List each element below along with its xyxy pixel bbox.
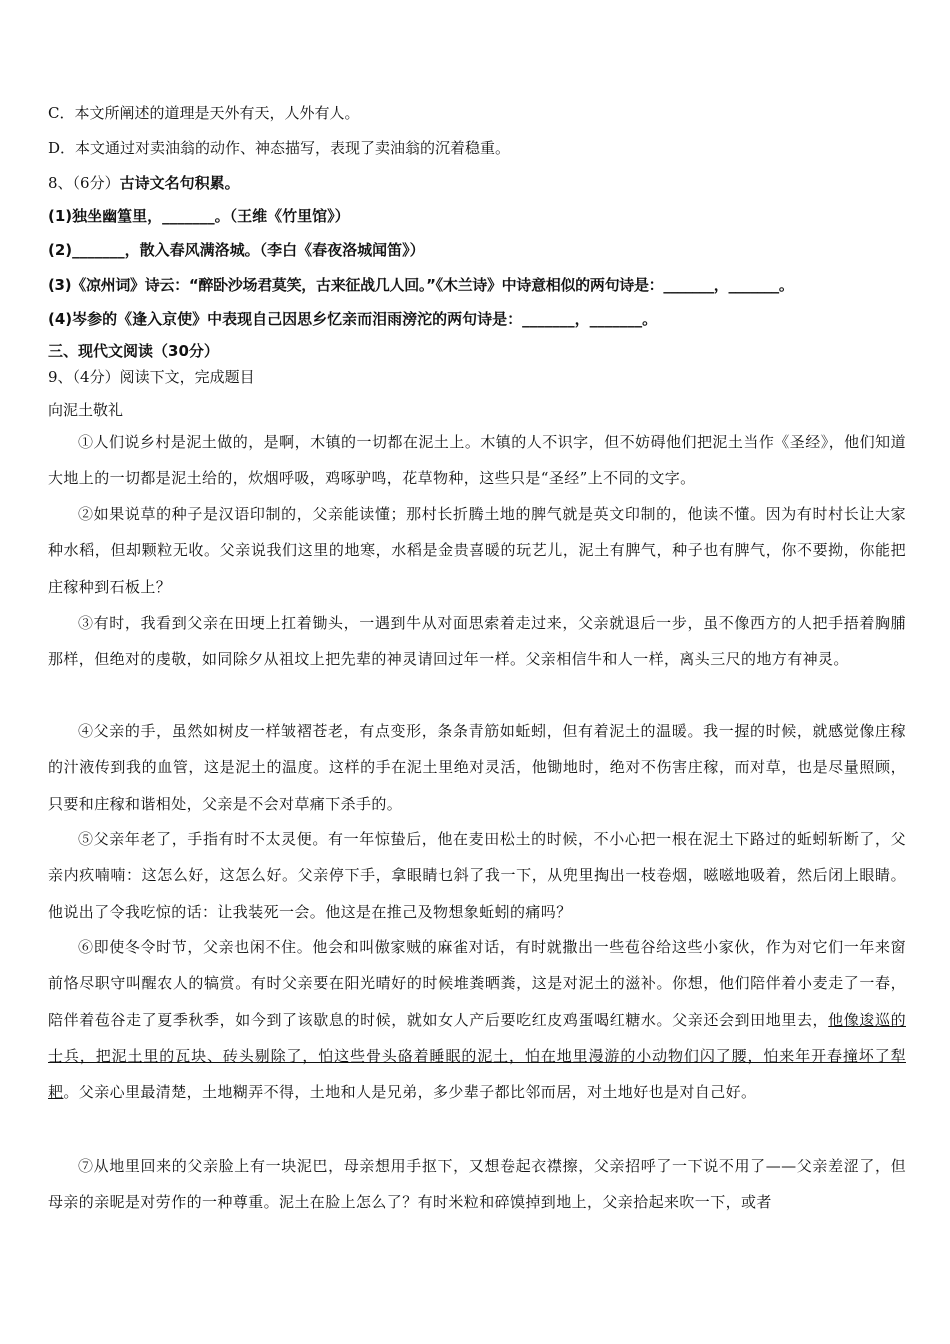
- paragraph-1: ①人们说乡村是泥土做的，是啊，木镇的一切都在泥土上。木镇的人不识字，但不妨碍他们把泥土当作《圣经》，他们知道大地上的一切都是泥土给的，炊烟呼吸，鸡啄驴鸣，花草物种，这些只是“圣经”上不同的文字。: [48, 433, 906, 488]
- question-8-item-4: (4)岑参的《逢入京使》中表现自己因思乡忆亲而泪雨滂沱的两句诗是：_______，_______。: [48, 310, 658, 328]
- paragraph-6-text-a: ⑥即使冬令时节，父亲也闲不住。他会和叫傲家贼的麻雀对话，有时就撒出一些苞谷给这些小家伙，作为对它们一年来窗前恪尽职守叫醒农人的犒赏。有时父亲要在阳光晴好的时候堆粪晒粪，这是对泥土的滋补。你想，他们陪伴着小麦走了一春，陪伴着苞谷走了夏季秋季，如今到了该歇息的时候，就如女人产后要吃红皮鸡蛋喝红糖水。父亲还会到田地里去，: [48, 938, 906, 1029]
- question-9-heading: 9、（4分）阅读下文，完成题目: [48, 368, 255, 386]
- paragraph-6: [48, 929, 906, 1110]
- paragraph-6-underlined-sentence: 他像逡巡的士兵，把泥土里的瓦块、砖头剔除了，怕这些骨头硌着睡眠的泥土，怕在地里漫游的小动物们闪了腰，怕来年开春撞坏了犁耙: [48, 1010, 906, 1102]
- paragraph-7: ⑦从地里回来的父亲脸上有一块泥巴，母亲想用手抠下，又想卷起衣襟擦，父亲招呼了一下说不用了——父亲差涩了，但母亲的亲昵是对劳作的一种尊重。泥土在脸上怎么了？有时米粒和碎馍掉到地上，父亲拾起来吹一下，或者: [48, 1157, 906, 1212]
- paragraph-2: ②如果说草的种子是汉语印制的，父亲能读懂；那村长折腾土地的脾气就是英文印制的，他读不懂。因为有时村长让大家种水稻，但却颗粒无收。父亲说我们这里的地寒，水稻是金贵喜暖的玩艺儿，泥土有脾气，种子也有脾气，你不要拗，你能把庄稼种到石板上？: [48, 505, 906, 596]
- passage-title: 向泥土敬礼: [48, 401, 124, 419]
- question-8-item-3: (3)《凉州词》诗云：“醉卧沙场君莫笑，古来征战几人回。”《木兰诗》中诗意相似的两句诗是：_______，_______。: [48, 276, 794, 294]
- question-8-item-1: (1)独坐幽篁里，_______。（王维《竹里馆》）: [48, 207, 350, 225]
- section-3-heading: 三、现代文阅读（30分）: [48, 342, 219, 360]
- option-c: C．本文所阐述的道理是天外有天，人外有人。: [48, 104, 360, 122]
- option-d: D．本文通过对卖油翁的动作、神态描写，表现了卖油翁的沉着稳重。: [48, 139, 511, 157]
- question-8-title: 古诗文名句积累。: [119, 174, 240, 192]
- paragraph-5: ⑤父亲年老了，手指有时不太灵便。有一年惊蛰后，他在麦田松土的时候，不小心把一根在泥土下路过的蚯蚓斩断了，父亲内疚喃喃：这怎么好，这怎么好。父亲停下手，拿眼睛乜斜了我一下，从兜里掏出一枝卷烟，嗞嗞地吸着，然后闭上眼睛。他说出了令我吃惊的话：让我装死一会。他这是在推己及物想象蚯蚓的痛吗？: [48, 830, 906, 921]
- question-8-heading: [48, 173, 240, 193]
- question-8-item-2: (2)_______，散入春风满洛城。（李白《春夜洛城闻笛》）: [48, 241, 425, 259]
- paragraph-6-text-b: 。父亲心里最清楚，土地糊弄不得，土地和人是兄弟，多少辈子都比邻而居，对土地好也是对自己好。: [63, 1083, 757, 1102]
- question-8-number: 8、（6分）: [48, 174, 120, 192]
- paragraph-4: ④父亲的手，虽然如树皮一样皱褶苍老，有点变形，条条青筋如蚯蚓，但有着泥土的温暖。我一握的时候，就感觉像庄稼的汁液传到我的血管，这是泥土的温度。这样的手在泥土里绝对灵活，他锄地时，绝对不伤害庄稼，而对草，也是尽量照顾，只要和庄稼和谐相处，父亲是不会对草痛下杀手的。: [48, 722, 906, 813]
- paragraph-3: ③有时，我看到父亲在田埂上扛着锄头，一遇到牛从对面思索着走过来，父亲就退后一步，虽不像西方的人把手捂着胸脯那样，但绝对的虔敬，如同除夕从祖坟上把先辈的神灵请回过年一样。父亲相信牛和人一样，离头三尺的地方有神灵。: [48, 614, 906, 669]
